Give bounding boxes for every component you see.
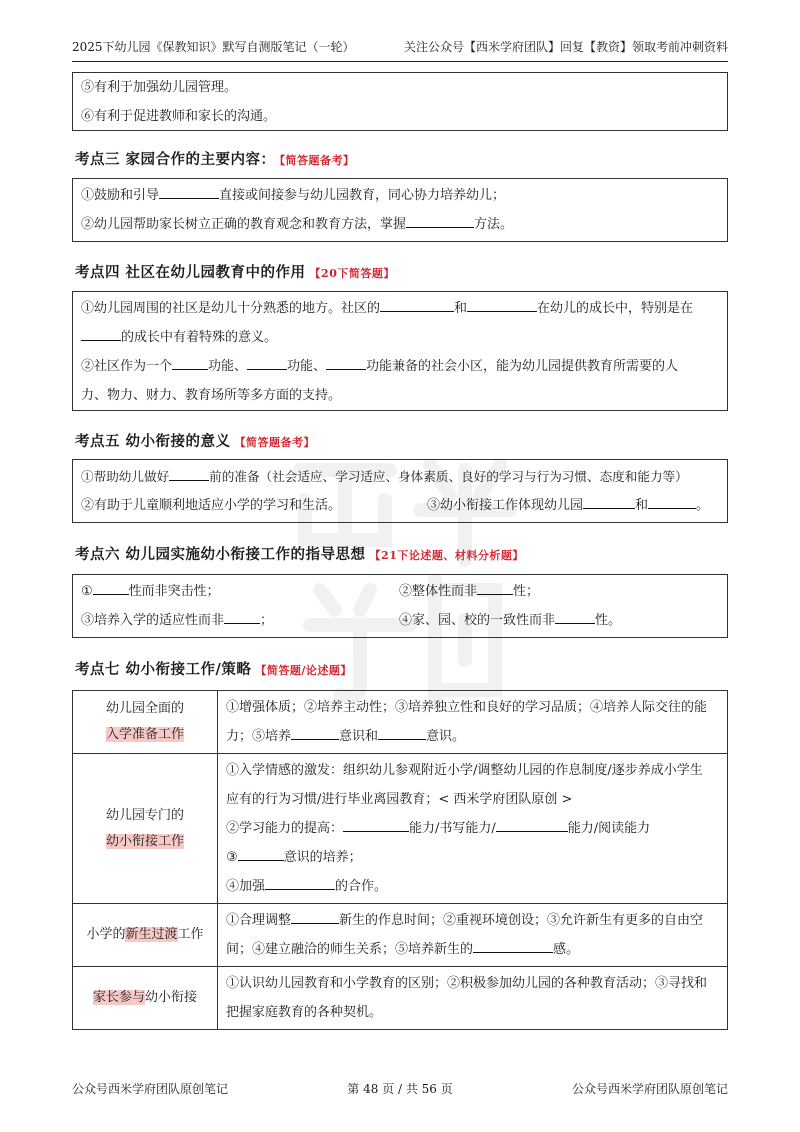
value-text: 把握家庭教育的各种契机。 xyxy=(226,1005,383,1020)
value-text: 意识的培养； xyxy=(283,850,362,865)
table-row xyxy=(73,904,728,967)
s5-line-2 xyxy=(81,491,719,520)
s6-text: ； xyxy=(260,613,274,628)
key-text: 幼儿园专门的 xyxy=(105,807,184,823)
section-6-heading: 考点六 幼儿园实施幼小衔接工作的指导思想 xyxy=(75,546,366,563)
s5-text: 和 xyxy=(635,498,649,513)
row-3-value xyxy=(218,904,728,967)
table-row xyxy=(73,967,728,1030)
blank xyxy=(406,213,474,228)
s6-text: ②整体性而非 xyxy=(399,584,478,599)
blank xyxy=(477,580,513,595)
key-text: 幼儿园全面的 xyxy=(105,701,184,716)
section-4-heading: 考点四 社区在幼儿园教育中的作用 xyxy=(75,264,306,281)
row-1-key xyxy=(73,691,218,754)
blank xyxy=(583,494,635,509)
s4-text: 的成长中有着特殊的意义。 xyxy=(121,330,278,345)
footer-right: 公众号西米学府团队原创笔记 xyxy=(571,1082,728,1096)
blank xyxy=(291,909,339,924)
s5-text: ②有助于儿童顺利地适应小学的学习和生活。 xyxy=(81,498,342,513)
section-7-heading: 考点七 幼小衔接工作/策略 xyxy=(75,661,252,678)
blank xyxy=(326,355,366,370)
row-1-value xyxy=(218,691,728,754)
s6-text: ① xyxy=(81,584,93,599)
section-4-tag: 【20下简答题】 xyxy=(309,267,395,280)
table-row xyxy=(73,754,728,904)
s3-text: ①鼓励和引导 xyxy=(81,188,160,203)
s6-text: ③培养入学的适应性而非 xyxy=(81,613,225,628)
value-text: ③ xyxy=(226,850,238,865)
s6-text: 性而非突击性； xyxy=(128,584,220,599)
value-text: 新生的作息时间；②重视环境创设；③允许新生有更多的自由空 xyxy=(339,913,704,928)
s4-text: 和 xyxy=(454,301,468,316)
key-highlight: 入学准备工作 xyxy=(105,727,184,742)
value-text: 应有的行为习惯/进行毕业离园教育；< 西米学府团队原创 > xyxy=(226,792,573,807)
s6-row-1 xyxy=(81,577,719,606)
strategy-table xyxy=(72,690,728,1030)
s6-text: 性； xyxy=(513,584,540,599)
section-5-tag: 【简答题备考】 xyxy=(234,436,316,449)
table-row xyxy=(73,691,728,754)
blank xyxy=(555,609,595,624)
key-highlight: 幼小衔接工作 xyxy=(105,833,184,849)
s6-text: 性。 xyxy=(595,613,622,628)
section-7-title xyxy=(75,658,352,679)
blank xyxy=(473,938,553,953)
blank xyxy=(93,580,129,595)
blank xyxy=(467,297,537,312)
s3-text: 直接或间接参与幼儿园教育，同心协力培养幼儿； xyxy=(219,188,506,203)
s4-line-1 xyxy=(81,294,719,323)
header-right: 关注公众号【西米学府团队】回复【教资】领取考前冲刺资料 xyxy=(403,40,728,54)
s5-text: ③幼小衔接工作体现幼儿园 xyxy=(427,498,584,513)
blank xyxy=(496,817,568,832)
section-3-box xyxy=(72,178,728,242)
s6-text: ④家、园、校的一致性而非 xyxy=(399,613,556,628)
page-footer xyxy=(72,1080,728,1097)
page-number: 第 48 页 / 共 56 页 xyxy=(347,1082,453,1096)
section-3-heading: 考点三 家园合作的主要内容： xyxy=(75,151,276,168)
value-line xyxy=(226,906,719,935)
s5-text: 前的准备（社会适应、学习适应、身体素质、良好的学习与行为习惯、态度和能力等） xyxy=(209,469,688,484)
value-text: 能力/书写能力/ xyxy=(409,821,496,836)
s4-text: 功能、 xyxy=(287,359,327,374)
section-6-tag: 【21下论述题、材料分析题】 xyxy=(369,549,524,562)
value-text: 力；⑤培养 xyxy=(226,729,292,744)
header-left: 2025下幼儿园《保教知识》默写自测版笔记（一轮） xyxy=(72,40,355,54)
s4-line-3 xyxy=(81,352,719,381)
s6-item-1 xyxy=(81,577,399,606)
blank xyxy=(169,466,209,481)
section-7-tag: 【简答题/论述题】 xyxy=(255,664,352,677)
key-text: 幼小衔接 xyxy=(145,990,198,1005)
section-5-heading: 考点五 幼小衔接的意义 xyxy=(75,433,231,450)
s6-item-3 xyxy=(81,606,399,635)
value-text: 间；④建立融洽的师生关系；⑤培养新生的 xyxy=(226,942,474,957)
blank xyxy=(380,297,454,312)
s6-item-2 xyxy=(399,577,719,606)
value-line xyxy=(226,722,719,751)
s3-line-1 xyxy=(81,181,719,210)
section-3-tag: 【简答题备考】 xyxy=(279,154,355,167)
blank xyxy=(378,725,426,740)
key-text: 小学的 xyxy=(86,927,126,942)
key-highlight: 家长参与 xyxy=(92,990,145,1005)
s3-text: 方法。 xyxy=(474,217,514,232)
value-text: ①增强体质；②培养主动性；③培养独立性和良好的学习品质；④培养人际交往的能 xyxy=(226,700,708,715)
s6-row-2 xyxy=(81,606,719,635)
s4-text: ①幼儿园周围的社区是幼儿十分熟悉的地方。社区的 xyxy=(81,301,381,316)
section-5-title xyxy=(75,430,315,451)
value-text: 能力/阅读能力 xyxy=(567,821,651,836)
key-highlight: 新生过渡 xyxy=(125,927,178,942)
s4-text: 功能兼备的社会小区，能为幼儿园提供教育所需要的人 xyxy=(366,359,679,374)
value-text: ④加强 xyxy=(226,879,266,894)
footer-left: 公众号西米学府团队原创笔记 xyxy=(72,1082,229,1096)
page-header xyxy=(72,38,728,62)
value-line xyxy=(226,872,719,901)
blank xyxy=(224,609,260,624)
value-text: 意识和 xyxy=(339,729,379,744)
value-text: ②学习能力的提高： xyxy=(226,821,344,836)
row-4-value xyxy=(218,967,728,1030)
section-4-box xyxy=(72,291,728,411)
blank xyxy=(159,184,219,199)
value-text: ①入学情感的激发：组织幼儿参观附近小学/调整幼儿园的作息制度/逐步养成小学生 xyxy=(226,763,703,778)
section-3-title xyxy=(75,148,355,169)
blank xyxy=(291,725,339,740)
intro-line-1: ⑤有利于加强幼儿园管理。 xyxy=(81,80,238,95)
row-3-key xyxy=(73,904,218,967)
s3-text: ②幼儿园帮助家长树立正确的教育观念和教育方法，掌握 xyxy=(81,217,407,232)
s4-line-2 xyxy=(81,323,719,352)
s5-item-3 xyxy=(427,491,719,520)
blank xyxy=(247,355,287,370)
row-2-value xyxy=(218,754,728,904)
value-line xyxy=(226,814,719,843)
s4-text: ②社区作为一个 xyxy=(81,359,173,374)
blank xyxy=(172,355,208,370)
row-2-key xyxy=(73,754,218,904)
section-6-box xyxy=(72,574,728,638)
s5-text: ①帮助幼儿做好 xyxy=(81,469,170,484)
value-text: 的合作。 xyxy=(335,879,388,894)
section-4-title xyxy=(75,261,395,282)
blank xyxy=(648,494,696,509)
section-5-box xyxy=(72,459,728,523)
value-text: ①合理调整 xyxy=(226,913,292,928)
s4-text: 功能、 xyxy=(208,359,248,374)
s5-text: 。 xyxy=(696,498,710,513)
value-line xyxy=(226,843,719,872)
blank xyxy=(238,846,284,861)
s5-line-1 xyxy=(81,462,719,491)
blank xyxy=(81,326,121,341)
intro-line-2: ⑥有利于促进教师和家长的沟通。 xyxy=(81,109,277,124)
value-text: 感。 xyxy=(553,942,580,957)
value-text: ①认识幼儿园教育和小学教育的区别；②积极参加幼儿园的各种教育活动；③寻找和 xyxy=(226,976,708,991)
blank xyxy=(343,817,409,832)
value-text: 意识。 xyxy=(426,729,466,744)
blank xyxy=(265,875,335,890)
section-6-title xyxy=(75,543,524,564)
s3-line-2 xyxy=(81,210,719,239)
key-text: 工作 xyxy=(177,927,204,942)
s4-text: 在幼儿的成长中，特别是在 xyxy=(537,301,694,316)
value-line xyxy=(226,935,719,964)
intro-box xyxy=(72,72,728,131)
s6-item-4 xyxy=(399,606,719,635)
row-4-key xyxy=(73,967,218,1030)
s4-line-4: 力、物力、财力、教育场所等多方面的支持。 xyxy=(81,388,342,403)
